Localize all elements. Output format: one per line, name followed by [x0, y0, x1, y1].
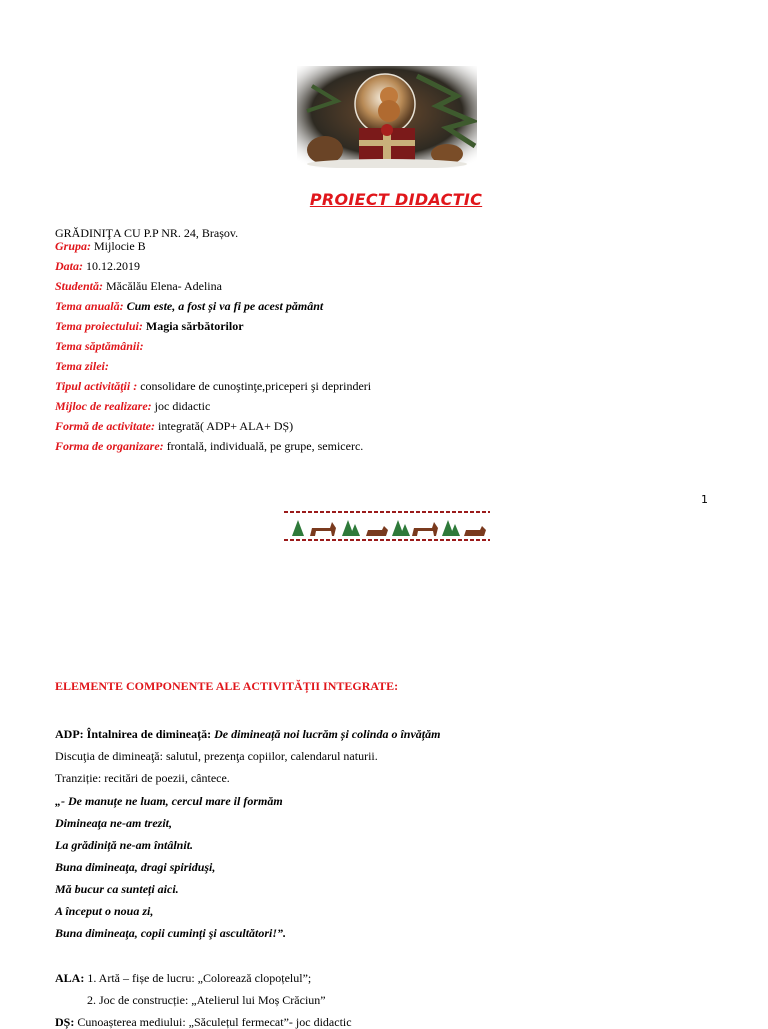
- info-label: Mijloc de realizare:: [55, 399, 152, 413]
- ds-label: DȘ:: [55, 1015, 75, 1029]
- info-label: Forma de organizare:: [55, 439, 164, 453]
- info-label: Studentă:: [55, 279, 104, 293]
- info-value: consolidare de cunoştinţe,priceperi şi deprinderi: [140, 379, 372, 393]
- ala-line: [55, 971, 311, 985]
- page-title: PROIECT DIDACTIC: [309, 190, 483, 209]
- ala-label: ALA:: [55, 971, 85, 985]
- poem-line: A început o noua zi,: [55, 904, 154, 918]
- info-value: Cum este, a fost și va fi pe acest pământ: [126, 299, 324, 313]
- poem-line: Buna dimineaţa, dragi spiriduşi,: [55, 860, 216, 874]
- info-label: Tipul activităţii :: [55, 379, 138, 393]
- ala-item-1: 1. Artă – fișe de lucru: „Colorează clopoțelul”;: [87, 971, 312, 985]
- info-row: [55, 419, 293, 433]
- adp-intro-title: De dimineață noi lucrăm și colinda o învățăm: [214, 727, 441, 741]
- info-value: frontală, individuală, pe grupe, semicerc.: [166, 439, 364, 453]
- poem-line: Mă bucur ca sunteți aici.: [55, 882, 179, 896]
- info-row: [55, 439, 363, 453]
- info-label: Tema anuală:: [55, 299, 124, 313]
- info-row: [55, 239, 146, 253]
- poem-line: La grădiniță ne-am întâlnit.: [55, 838, 194, 852]
- info-label: Data:: [55, 259, 83, 273]
- info-label: Grupa:: [55, 239, 92, 253]
- page-number: 1: [701, 493, 708, 506]
- info-value: Măcălău Elena- Adelina: [106, 279, 222, 293]
- adp-intro: Întalnirea de dimineață:: [86, 727, 212, 741]
- info-row: [55, 279, 222, 293]
- ds-text: Cunoașterea mediului: „Săculețul fermecat”- joc didactic: [77, 1015, 352, 1029]
- info-label: Tema săptămânii:: [55, 339, 144, 353]
- christmas-border-image: [284, 508, 490, 544]
- info-row: [55, 259, 140, 273]
- adp-label: ADP:: [55, 727, 84, 741]
- info-row: [55, 399, 210, 413]
- ds-line: [55, 1015, 352, 1029]
- info-value: Mijlocie B: [94, 239, 146, 253]
- info-row: [55, 379, 371, 393]
- school-name: GRĂDINIŢA CU P.P NR. 24, Brașov.: [55, 226, 239, 240]
- ala-item-2: 2. Joc de construcție: „Atelierul lui Moș Crăciun”: [87, 993, 326, 1007]
- snow-globe-image: [297, 66, 477, 168]
- info-row: [55, 359, 109, 373]
- adp-line: [55, 727, 440, 741]
- info-row: [55, 339, 144, 353]
- info-value: joc didactic: [154, 399, 211, 413]
- info-label: Formă de activitate:: [55, 419, 155, 433]
- info-label: Tema zilei:: [55, 359, 109, 373]
- info-row: [55, 299, 323, 313]
- poem-line: „- De manuțe ne luam, cercul mare il formăm: [55, 794, 283, 808]
- poem-line: Dimineaţa ne-am trezit,: [55, 816, 172, 830]
- poem-line: Buna dimineaţa, copii cuminți şi ascultători!”.: [55, 926, 287, 940]
- adp-discutia: Discuţia de dimineaţă: salutul, prezenţa copiilor, calendarul naturii.: [55, 749, 378, 763]
- info-value: Magia sărbătorilor: [145, 319, 244, 333]
- section-heading: ELEMENTE COMPONENTE ALE ACTIVITĂȚII INTEGRATE:: [55, 679, 399, 693]
- info-value: 10.12.2019: [86, 259, 140, 273]
- info-value: integrată( ADP+ ALA+ DȘ): [157, 419, 294, 433]
- info-row: [55, 319, 244, 333]
- info-label: Tema proiectului:: [55, 319, 143, 333]
- adp-tranzitie: Tranziție: recitări de poezii, cântece.: [55, 771, 230, 785]
